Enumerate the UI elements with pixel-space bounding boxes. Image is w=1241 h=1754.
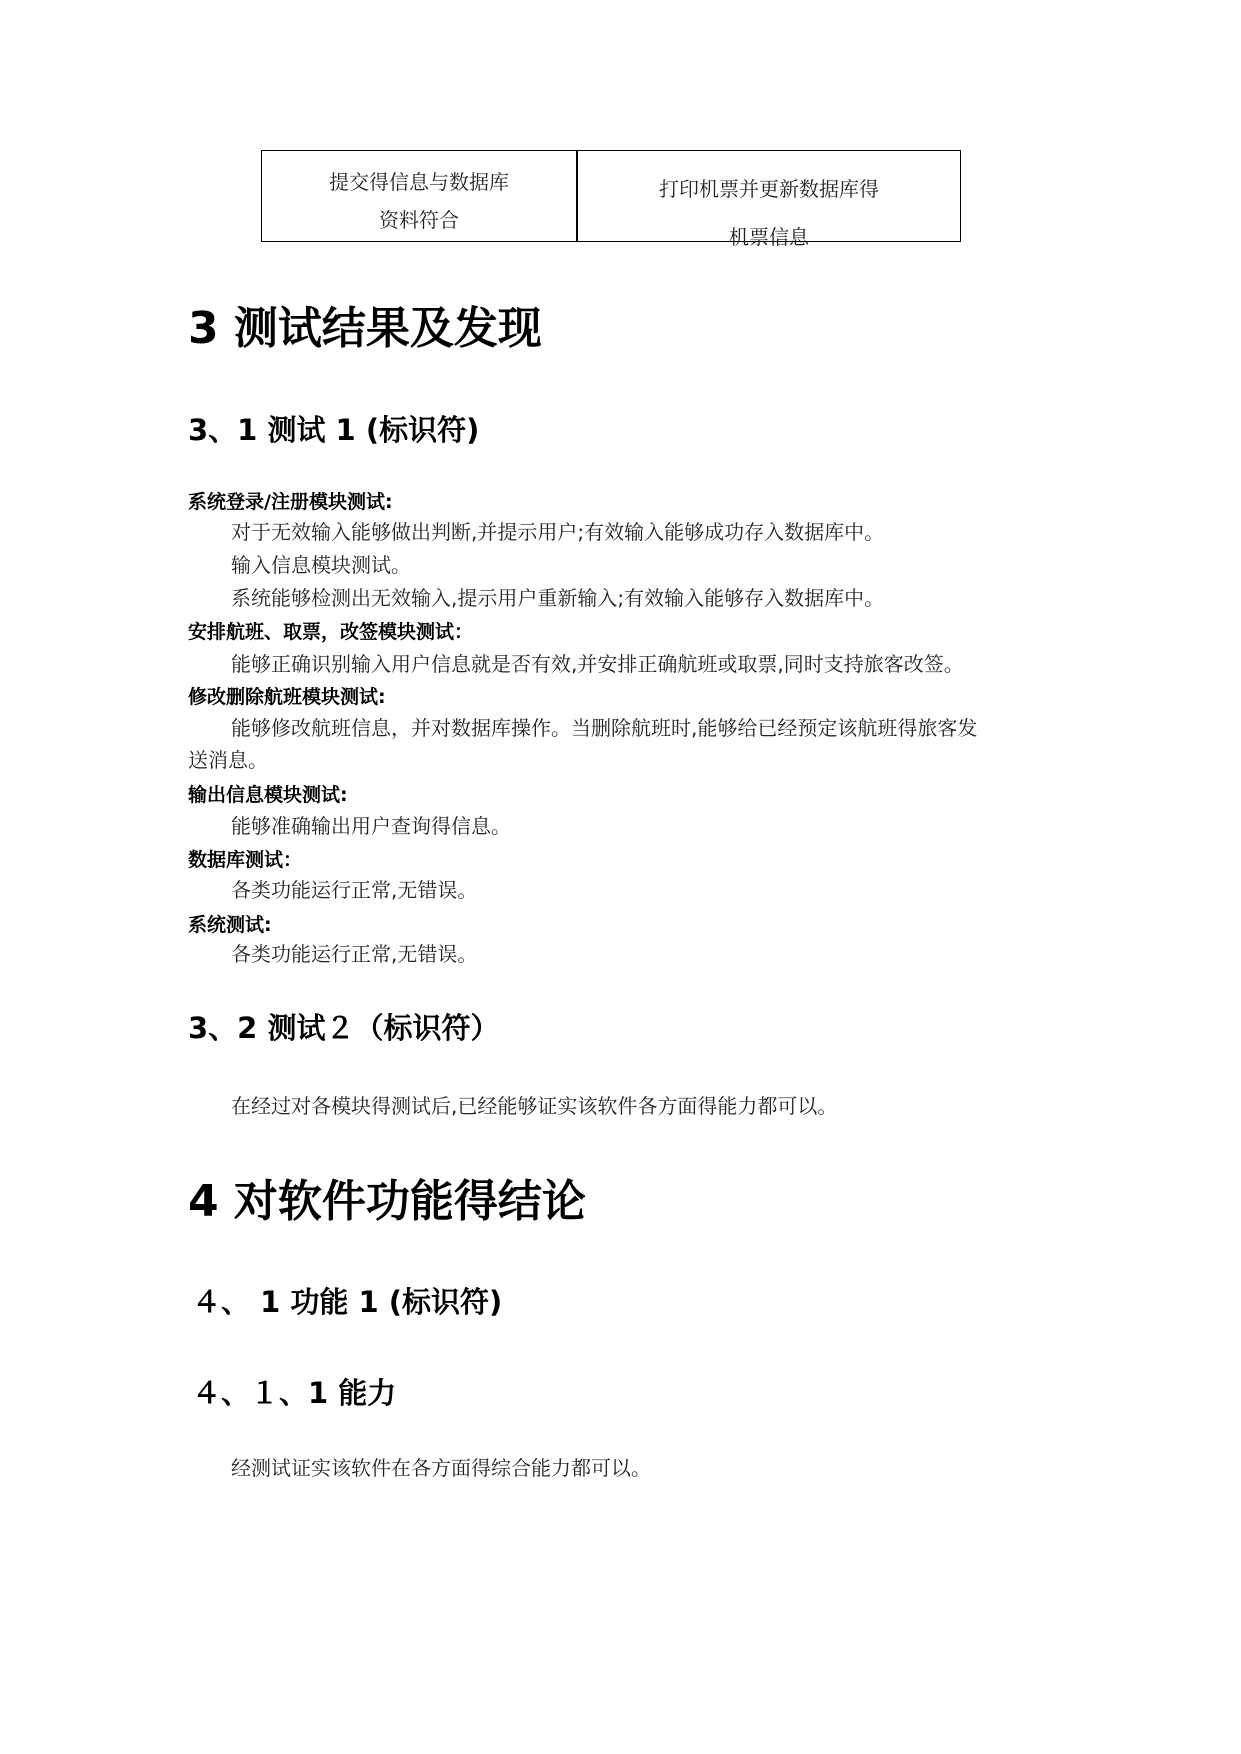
item-label-flight: 安排航班、取票，改签模块测试：: [188, 621, 474, 643]
section-4-1-heading: ４、 1 功能 1 (标识符): [192, 1285, 503, 1319]
table-cell-left-line: 提交得信息与数据库: [329, 170, 509, 194]
item-text: 能够修改航班信息，并对数据库操作。当删除航班时,能够给已经预定该航班得旅客发: [231, 716, 978, 740]
item-label-system: 系统测试:: [188, 914, 272, 936]
item-label-output: 输出信息模块测试:: [188, 784, 348, 806]
section-4-heading: 4 对软件功能得结论: [188, 1176, 586, 1227]
section-3-1-heading: 3、1 测试 1 (标识符): [188, 413, 480, 447]
section-4-1-1-heading: ４、１、1 能力: [192, 1376, 397, 1410]
table-cell-right: [578, 165, 960, 261]
item-text: 能够准确输出用户查询得信息。: [231, 814, 511, 838]
item-label-database: 数据库测试：: [188, 849, 303, 871]
item-text: 能够正确识别输入用户信息就是否有效,并安排正确航班或取票,同时支持旅客改签。: [231, 652, 964, 676]
item-text: 对于无效输入能够做出判断,并提示用户;有效输入能够成功存入数据库中。: [231, 520, 885, 544]
item-text: 各类功能运行正常,无错误。: [231, 878, 478, 902]
table-cell-right-line: 打印机票并更新数据库得: [659, 177, 879, 201]
section-4-1-1-text: 经测试证实该软件在各方面得综合能力都可以。: [231, 1456, 651, 1480]
item-text: 各类功能运行正常,无错误。: [231, 942, 478, 966]
table-cell-right-line: 机票信息: [729, 225, 809, 249]
section-3-2-heading: 3、2 测试２（标识符）: [188, 1011, 500, 1045]
section-3-2-text: 在经过对各模块得测试后,已经能够证实该软件各方面得能力都可以。: [231, 1094, 838, 1118]
section-3-heading: 3 测试结果及发现: [188, 303, 542, 354]
item-text-continuation: 送消息。: [188, 748, 268, 772]
table-cell-left: [262, 163, 576, 239]
item-label-modify: 修改删除航班模块测试:: [188, 686, 386, 708]
results-table: [261, 150, 961, 249]
item-text: 输入信息模块测试。: [231, 553, 411, 577]
item-label-login: 系统登录/注册模块测试:: [188, 491, 393, 513]
item-text: 系统能够检测出无效输入,提示用户重新输入;有效输入能够存入数据库中。: [231, 586, 885, 610]
table-cell-left-line: 资料符合: [379, 208, 459, 232]
